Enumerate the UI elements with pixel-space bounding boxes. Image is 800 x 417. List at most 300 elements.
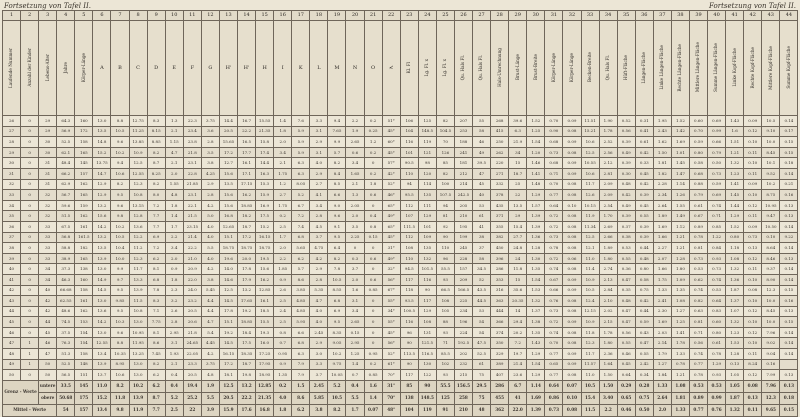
column-header-label: O (371, 64, 376, 71)
table-cell: 14.4 (219, 116, 237, 127)
table-cell: 1.8 (165, 274, 183, 285)
table-cell: 11.95 (129, 338, 147, 349)
table-cell: 1.37 (527, 306, 545, 317)
table-cell: 0.6 (364, 253, 382, 264)
table-cell: 3.5 (346, 221, 364, 232)
mean-values-label: Mittel - Werte (3, 404, 57, 416)
table-cell: 12.2 (129, 232, 147, 243)
mean-cell: 0.15 (780, 404, 798, 416)
table-cell: 0.66 (708, 137, 726, 148)
table-cell: 18.95 (256, 370, 274, 381)
table-cell: 0.09 (744, 116, 762, 127)
table-cell: 3.4 (274, 147, 292, 158)
table-cell: 9.37 (762, 264, 780, 275)
table-cell: 129 (418, 211, 436, 222)
limit-cell: 0.29 (617, 380, 635, 392)
table-cell: 2.56 (599, 147, 617, 158)
column-header (726, 21, 744, 116)
table-cell: 374 (491, 327, 509, 338)
table-cell: 271 (491, 168, 509, 179)
table-cell: 15.3 (256, 179, 274, 190)
table-cell: 92 (436, 221, 454, 232)
table-cell: 33 (39, 221, 57, 232)
table-cell: 0.3 (346, 253, 364, 264)
table-cell: 93 (436, 327, 454, 338)
table-cell: 450 (491, 243, 509, 254)
table-cell: 51.5 (57, 211, 75, 222)
table-cell: 2.7 (274, 190, 292, 201)
table-cell: 34.5 (473, 264, 491, 275)
table-cell: 53 (473, 306, 491, 317)
table-cell: 30 (39, 137, 57, 148)
table-cell: 0.13 (744, 243, 762, 254)
table-cell: 0.09 (563, 137, 581, 148)
column-header (75, 21, 93, 116)
table-cell: 8.90 (762, 274, 780, 285)
limit-cell: 175 (75, 392, 93, 404)
column-header (93, 21, 111, 116)
table-cell: 0 (364, 306, 382, 317)
table-cell: 0.73 (708, 264, 726, 275)
table-cell: 0.16 (780, 190, 798, 201)
table-cell: 2.74 (599, 264, 617, 275)
table-cell: 0.64 (617, 370, 635, 381)
table-cell: 145 (75, 158, 93, 169)
table-cell: 2.81 (599, 168, 617, 179)
table-cell: 0.68 (545, 137, 563, 148)
table-cell: 0.10 (563, 200, 581, 211)
table-cell: 16.7 (238, 116, 256, 127)
table-cell: 17.9 (238, 274, 256, 285)
limit-cell: 1.05 (726, 380, 744, 392)
table-cell: 70 (436, 137, 454, 148)
limit-cell: 1.33 (653, 380, 671, 392)
table-cell: 5.7 (328, 147, 346, 158)
table-cell: 6.2 (292, 253, 310, 264)
table-cell: 1.35 (527, 264, 545, 275)
table-cell: 0 (364, 243, 382, 254)
table-cell: 5.5 (201, 243, 219, 254)
table-cell: 1.42 (671, 126, 689, 137)
table-cell: 225 (454, 296, 472, 307)
table-cell: 0 (364, 158, 382, 169)
table-cell: 0 (21, 264, 39, 275)
table-cell: 8.2 (111, 179, 129, 190)
limit-cell: 12.85 (256, 380, 274, 392)
table-cell: 0.47 (635, 338, 653, 349)
column-number: 41 (726, 11, 744, 21)
table-cell: 0.12 (744, 327, 762, 338)
limit-cell: 125 (436, 392, 454, 404)
table-cell: 0.16 (780, 296, 798, 307)
column-header-label: I (281, 64, 284, 71)
table-cell: 18.75 (238, 243, 256, 254)
table-cell: 12.8 (129, 211, 147, 222)
column-number: 28 (491, 11, 509, 21)
table-cell: 9.02 (762, 338, 780, 349)
mean-cell: 0.76 (708, 404, 726, 416)
table-cell: 5.9 (292, 147, 310, 158)
table-cell: 1.52 (726, 221, 744, 232)
mean-cell: 11.5 (581, 404, 599, 416)
table-cell: 0.93 (708, 370, 726, 381)
table-cell: 0.14 (780, 264, 798, 275)
table-cell: 0.39 (635, 232, 653, 243)
table-cell: 23.3 (183, 359, 201, 370)
table-cell: 0.61 (708, 338, 726, 349)
table-cell: 363 (491, 296, 509, 307)
table-cell: 76.3 (57, 338, 75, 349)
table-cell: 8.6 (292, 274, 310, 285)
table-cell: 10.0 (762, 317, 780, 328)
table-row (3, 274, 798, 285)
table-cell: 2.9 (310, 137, 328, 148)
table-cell: 6.3 (509, 126, 527, 137)
table-cell: 1.51 (726, 137, 744, 148)
table-cell: 110 (400, 253, 418, 264)
table-cell: 120 (418, 168, 436, 179)
table-row (3, 158, 798, 169)
limit-cell: 12.5 (219, 380, 237, 392)
table-cell: 13.0 (129, 370, 147, 381)
table-cell: 31 (3, 168, 21, 179)
column-header (183, 21, 201, 116)
table-cell: 0.11 (744, 264, 762, 275)
table-cell: 0 (21, 190, 39, 201)
limit-cell: 0.18 (780, 392, 798, 404)
table-cell: 121 (418, 147, 436, 158)
column-header-label: N (352, 64, 358, 71)
table-cell: 67.5 (57, 221, 75, 232)
table-cell: 1.80 (599, 253, 617, 264)
mean-cell: 54 (57, 404, 75, 416)
table-cell: 1.62 (653, 137, 671, 148)
table-cell: 0.81 (689, 243, 707, 254)
table-cell: 4.0 (201, 253, 219, 264)
table-cell: 29 (509, 211, 527, 222)
table-cell: 10.35 (111, 349, 129, 360)
table-cell: 0.13 (780, 200, 798, 211)
table-cell: 0.41 (635, 126, 653, 137)
table-cell: 1.95 (653, 116, 671, 127)
table-cell: 0.49 (617, 200, 635, 211)
table-cell: 47 (3, 338, 21, 349)
table-cell: 8.2 (147, 179, 165, 190)
table-cell: 350 (491, 338, 509, 349)
table-cell: 0.73 (689, 253, 707, 264)
table-cell: 0 (21, 179, 39, 190)
table-cell: 2.2 (165, 232, 183, 243)
table-cell: 0.47 (617, 306, 635, 317)
table-cell: 11.7 (581, 349, 599, 360)
table-cell: 10.2 (111, 147, 129, 158)
column-number: 26 (454, 11, 472, 21)
table-cell: 1.69 (671, 137, 689, 148)
table-cell: 116.5 (418, 349, 436, 360)
table-row (3, 359, 798, 370)
limit-cell: 0.53 (708, 380, 726, 392)
table-cell: 0.10 (744, 137, 762, 148)
table-cell: 61 (473, 211, 491, 222)
table-cell: 2.45 (310, 327, 328, 338)
table-cell: 13.5 (509, 200, 527, 211)
column-number: 35 (617, 11, 635, 21)
table-cell: 0.08 (563, 232, 581, 243)
table-cell: 47 (473, 168, 491, 179)
table-cell: 2.1 (165, 359, 183, 370)
table-cell: 1.79 (653, 349, 671, 360)
table-cell: 0.10 (744, 338, 762, 349)
table-cell: 1.47 (671, 168, 689, 179)
mean-cell: 1.33 (671, 404, 689, 416)
table-cell: 0.12 (744, 253, 762, 264)
table-cell: 15.6 (256, 264, 274, 275)
table-cell: 116 (400, 137, 418, 148)
table-cell: 8.2 (147, 147, 165, 158)
table-cell: 0.74 (708, 200, 726, 211)
table-cell: 130 (418, 359, 436, 370)
table-cell: 12.4 (581, 296, 599, 307)
table-cell: 21.5 (183, 211, 201, 222)
table-cell: 4.2 (201, 200, 219, 211)
column-header (689, 21, 707, 116)
table-cell: 10.8 (129, 306, 147, 317)
table-cell: 1.6 (346, 285, 364, 296)
table-cell: 396 (491, 253, 509, 264)
table-cell: 4.5 (310, 221, 328, 232)
table-cell: 0.8 (274, 327, 292, 338)
table-cell: 1.69 (653, 317, 671, 328)
table-cell: 44 (3, 306, 21, 317)
table-cell: 0.12 (744, 200, 762, 211)
table-cell: 18.1 (219, 370, 237, 381)
table-cell: 21.85 (183, 179, 201, 190)
table-cell: 8.24 (744, 359, 762, 370)
table-cell: 2.4 (274, 306, 292, 317)
table-cell: 0.8 (364, 221, 382, 232)
table-cell: 3.5 (201, 147, 219, 158)
table-cell: 22.2 (183, 243, 201, 254)
table-cell: 55° (382, 317, 400, 328)
column-header (111, 21, 129, 116)
table-cell: 17.5 (238, 338, 256, 349)
table-cell: 75 (473, 370, 491, 381)
table-cell: 65° (382, 200, 400, 211)
table-cell: 17.2 (219, 147, 237, 158)
table-cell: 15.6 (219, 168, 237, 179)
table-cell: 1.87 (726, 285, 744, 296)
table-cell: 4.2 (310, 253, 328, 264)
table-cell: 0.71 (545, 168, 563, 179)
table-cell: 9.6 (111, 200, 129, 211)
mean-cell: 1.7 (346, 404, 364, 416)
limit-cell: 12.3 (762, 392, 780, 404)
table-cell: 15.55 (256, 116, 274, 127)
table-cell: 2.66 (599, 232, 617, 243)
table-cell: 8.95 (111, 359, 129, 370)
table-cell: 0.74 (708, 274, 726, 285)
table-cell: 0.09 (563, 317, 581, 328)
limit-cell: 5.85 (310, 392, 328, 404)
table-cell: 0.10 (744, 158, 762, 169)
table-row (3, 306, 798, 317)
table-cell: 85.5 (436, 349, 454, 360)
limit-cell: 156.5 (454, 380, 472, 392)
table-cell: 1.21 (671, 243, 689, 254)
table-cell: 0.39 (617, 158, 635, 169)
table-cell: 0.42 (635, 147, 653, 158)
table-cell: 13.15 (129, 200, 147, 211)
table-cell: 0.63 (689, 306, 707, 317)
table-cell: 7.9 (292, 370, 310, 381)
table-cell: 0.15 (780, 137, 798, 148)
table-cell: 1.78 (671, 338, 689, 349)
table-cell: 0.46 (617, 349, 635, 360)
table-cell: 66.5 (436, 285, 454, 296)
table-cell: 2.12 (599, 158, 617, 169)
table-cell: 0.14 (780, 221, 798, 232)
table-cell: 0.65 (545, 359, 563, 370)
table-cell: 0.72 (545, 317, 563, 328)
table-cell: 2.9 (310, 338, 328, 349)
column-header (581, 21, 599, 116)
table-cell: 82 (436, 116, 454, 127)
table-cell: 212 (454, 168, 472, 179)
table-cell: 117 (400, 274, 418, 285)
table-cell: 172 (75, 126, 93, 137)
column-header-label: H' (225, 64, 232, 71)
table-cell: 113.5 (400, 349, 418, 360)
table-cell: 6.6 (292, 327, 310, 338)
table-cell: 332 (491, 179, 509, 190)
table-cell: 9.9 (328, 137, 346, 148)
table-cell: 46 (3, 327, 21, 338)
table-cell: 3.1 (165, 338, 183, 349)
table-cell: 286 (491, 264, 509, 275)
table-cell: 17.8 (238, 264, 256, 275)
table-cell: 0.72 (545, 253, 563, 264)
column-header (346, 21, 364, 116)
mean-cell: 2.5 (165, 404, 183, 416)
limit-cell: 1.81 (671, 392, 689, 404)
table-cell: 0.6 (346, 147, 364, 158)
table-cell: 38 (473, 232, 491, 243)
table-cell: 0.08 (563, 243, 581, 254)
table-cell: 2.0 (274, 243, 292, 254)
table-cell: 13.0 (129, 317, 147, 328)
table-cell: 0 (364, 200, 382, 211)
table-cell: 8.6 (147, 338, 165, 349)
column-header (292, 21, 310, 116)
table-cell: 0.45 (635, 200, 653, 211)
column-header (274, 21, 292, 116)
table-cell: 15 (509, 274, 527, 285)
table-cell: 153 (75, 317, 93, 328)
limit-sub-label: untere (39, 380, 57, 392)
table-cell: 0.09 (744, 179, 762, 190)
table-cell: 7.7 (147, 211, 165, 222)
table-cell: 1.27 (653, 359, 671, 370)
column-header (328, 21, 346, 116)
column-header-label: Rechte Längen-Fläche (677, 43, 683, 92)
table-cell: 0.10 (762, 232, 780, 243)
table-body (3, 116, 798, 417)
table-cell: 34 (39, 264, 57, 275)
mean-cell: 2.2 (599, 404, 617, 416)
table-cell: 34 (3, 200, 21, 211)
table-cell: 1.23 (726, 168, 744, 179)
table-cell: 165 (75, 190, 93, 201)
table-row (3, 190, 798, 201)
table-cell: 8.2 (147, 359, 165, 370)
table-cell: 18.85 (238, 200, 256, 211)
table-cell: 268 (491, 116, 509, 127)
measurement-table (2, 10, 798, 417)
table-cell: 39.5 (473, 158, 491, 169)
table-cell: 234 (454, 306, 472, 317)
table-cell: 1.39 (527, 221, 545, 232)
table-cell: 0.90 (545, 126, 563, 137)
table-cell: 10.0 (762, 137, 780, 148)
table-cell: 407 (491, 370, 509, 381)
limit-cell: 41 (509, 392, 527, 404)
table-cell: 43.5 (473, 285, 491, 296)
table-cell: 11.57 (581, 359, 599, 370)
table-cell: 2.7 (310, 179, 328, 190)
column-header-label: Brust-Breite (532, 54, 538, 81)
table-cell: 209 (454, 274, 472, 285)
table-cell: 8.1 (147, 327, 165, 338)
table-cell: 9.9 (111, 264, 129, 275)
table-cell: 4.25 (201, 168, 219, 179)
table-cell: 0.79 (708, 147, 726, 158)
table-row (3, 338, 798, 349)
table-cell: 0.15 (780, 285, 798, 296)
table-cell: 14.2 (93, 317, 111, 328)
limit-cell: 13.2 (238, 380, 256, 392)
table-cell: 102 (436, 359, 454, 370)
table-cell: 3.8 (201, 158, 219, 169)
table-cell: 0.68 (545, 158, 563, 169)
table-cell: 8.46 (762, 253, 780, 264)
table-cell: 1 (21, 349, 39, 360)
table-cell: 4.85 (292, 306, 310, 317)
column-header-label: Qu. Hals Fl. (460, 54, 466, 81)
table-cell: 14.0 (219, 264, 237, 275)
column-header (436, 21, 454, 116)
table-cell: 16.1 (256, 296, 274, 307)
table-cell: 2.05 (346, 200, 364, 211)
table-cell: 16.9 (256, 200, 274, 211)
table-cell: 4.0 (201, 232, 219, 243)
column-header (563, 21, 581, 116)
table-cell: 53 (473, 200, 491, 211)
table-cell: 2.36 (599, 349, 617, 360)
table-cell: 0.08 (563, 179, 581, 190)
table-cell: 2.5 (274, 317, 292, 328)
column-number: 4 (57, 11, 75, 21)
table-cell: 45 (473, 179, 491, 190)
column-header (454, 21, 472, 116)
table-cell: 12.7 (219, 158, 237, 169)
table-cell: 1.54 (527, 137, 545, 148)
table-cell: 0.78 (689, 370, 707, 381)
table-cell: 32 (39, 190, 57, 201)
column-number: 8 (129, 11, 147, 21)
table-cell: 7.99 (762, 370, 780, 381)
table-cell: 0 (21, 147, 39, 158)
limit-cell: 0.86 (545, 392, 563, 404)
